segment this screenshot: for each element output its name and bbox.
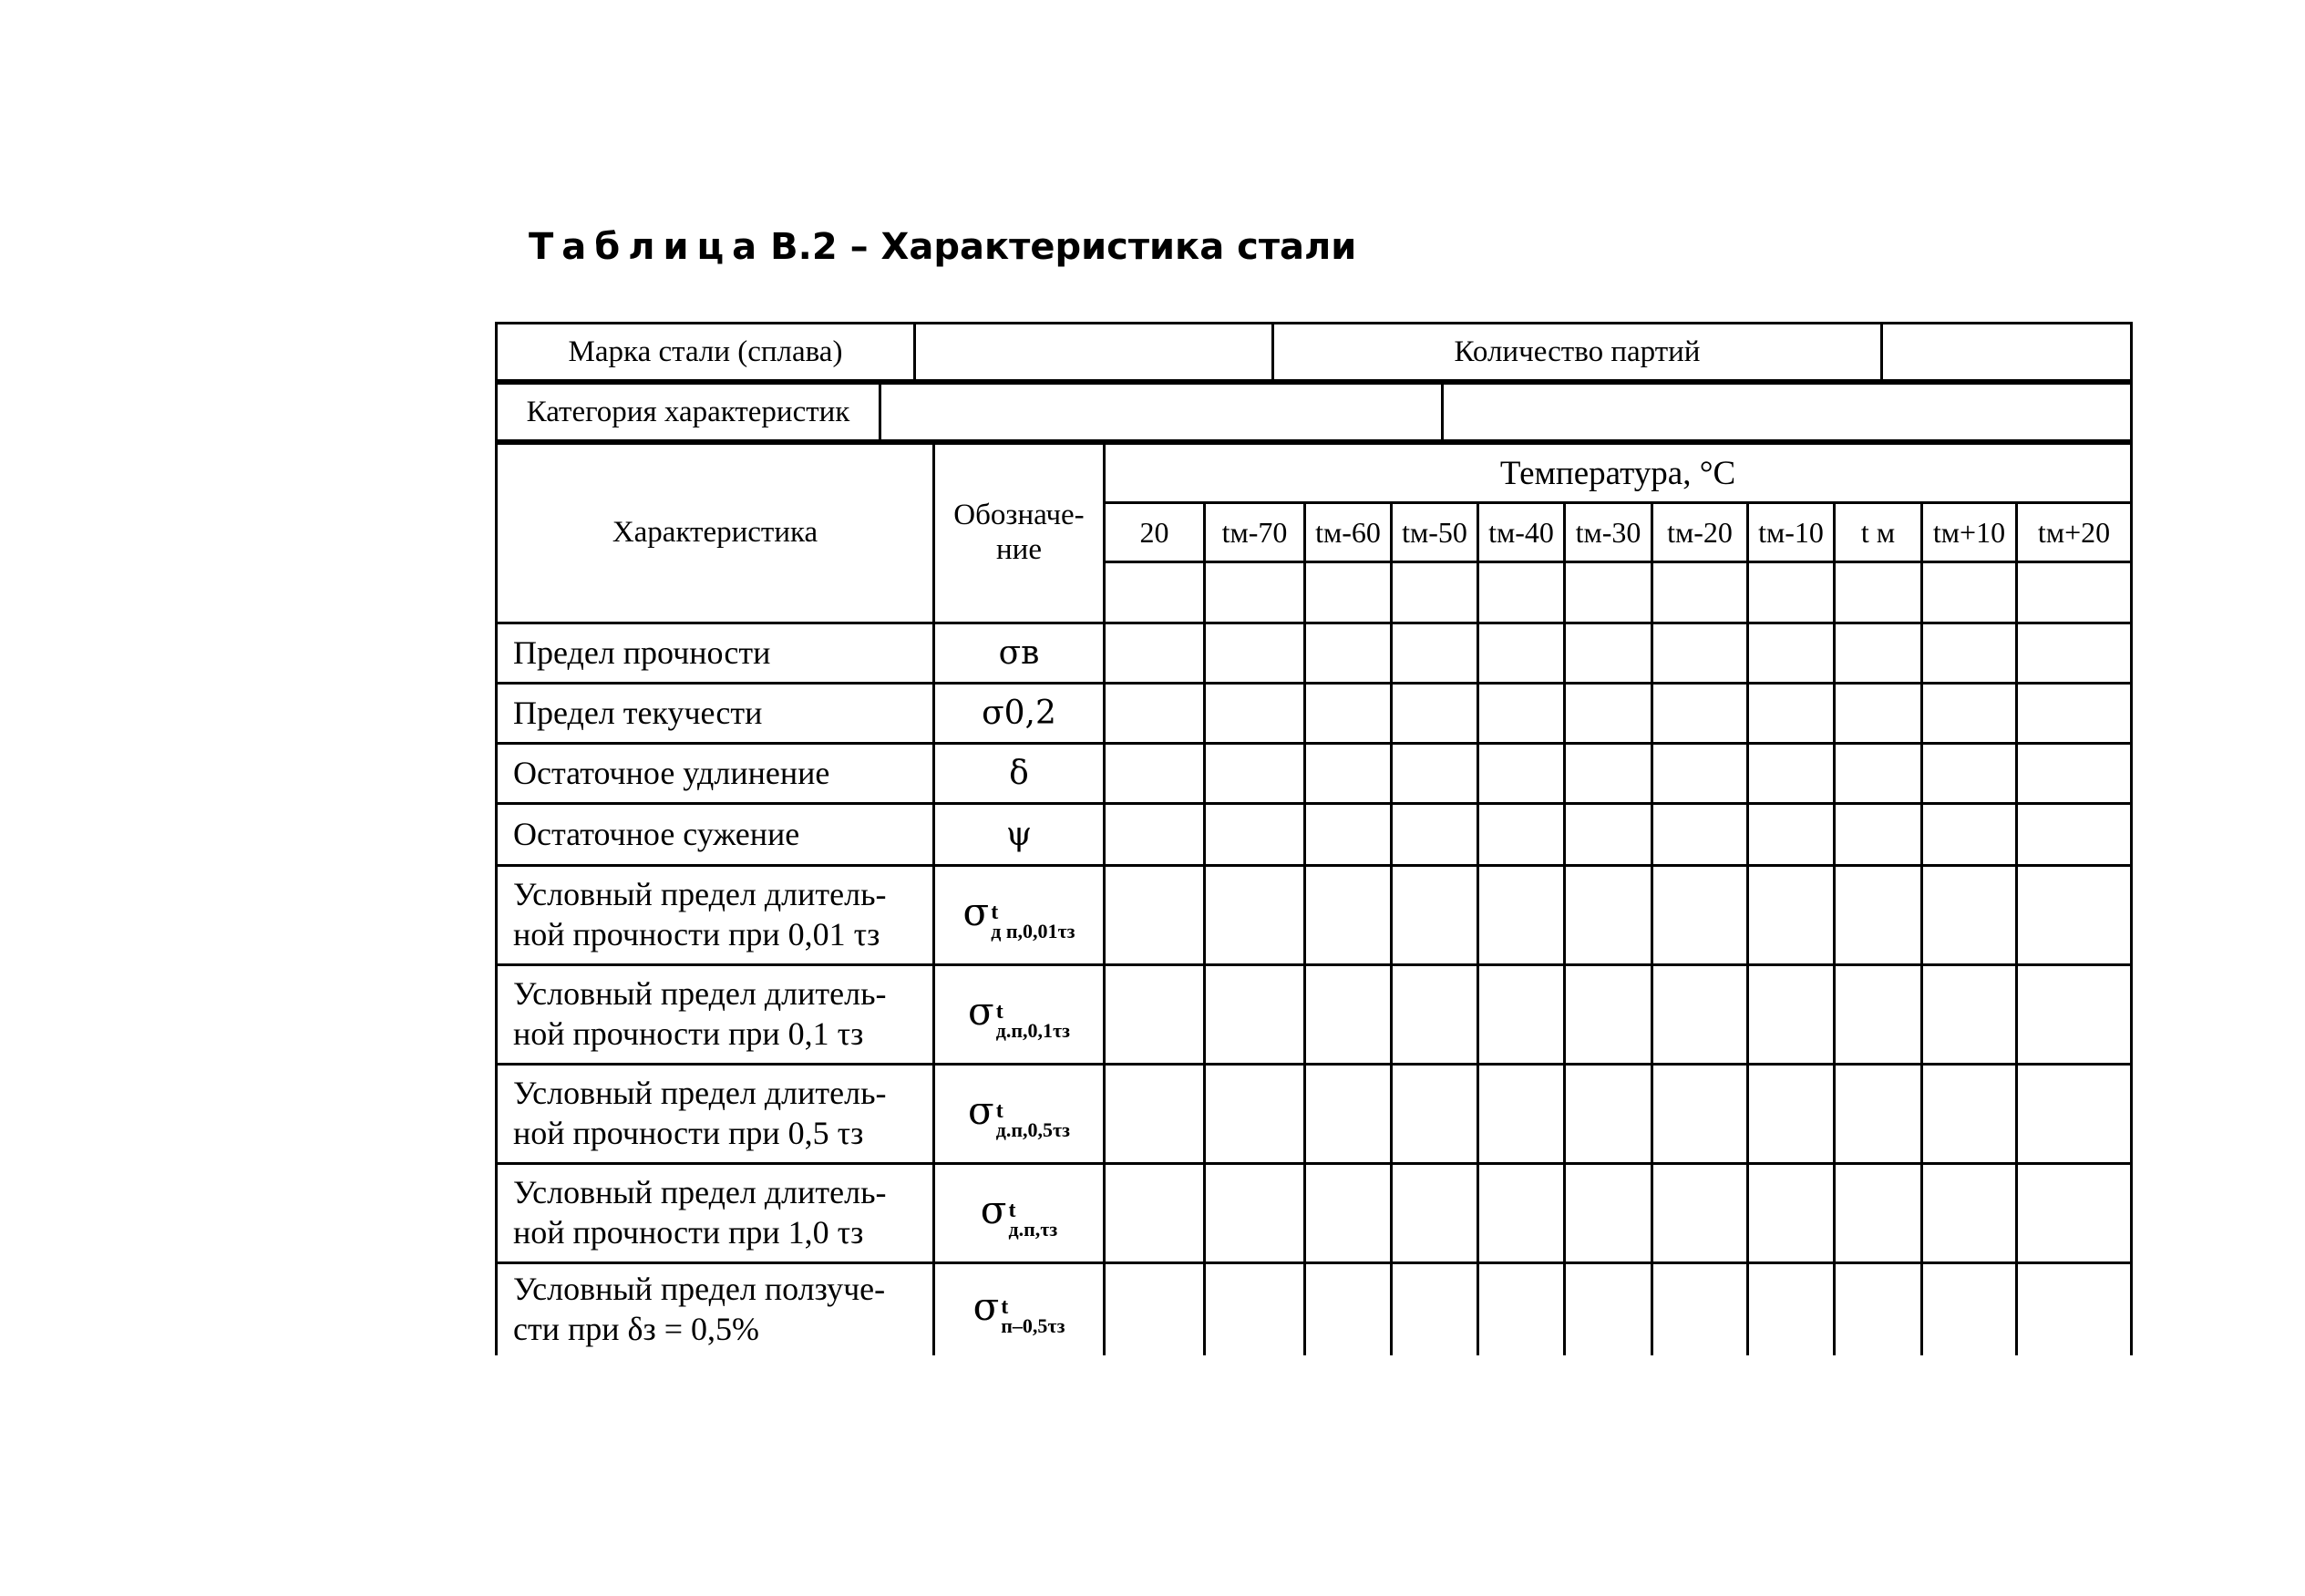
empty-cell xyxy=(1392,744,1478,804)
empty-cell xyxy=(1565,1263,1652,1356)
empty-cell xyxy=(1305,965,1392,1065)
row-symbol: σ0,2 xyxy=(934,684,1105,744)
row-label-line: Условный предел ползуче- xyxy=(513,1271,886,1308)
sigma-glyph: σ xyxy=(968,988,994,1034)
empty-cell xyxy=(1205,623,1305,684)
empty-cell xyxy=(1652,744,1748,804)
empty-cell xyxy=(1835,1164,1922,1263)
symbol-subscript: д п,0,01τз xyxy=(991,920,1075,943)
empty-cell xyxy=(1565,623,1652,684)
empty-cell xyxy=(2017,1164,2132,1263)
empty-cell xyxy=(1652,684,1748,744)
empty-cell xyxy=(1105,623,1205,684)
temp-column-label: t м xyxy=(1835,503,1922,562)
empty-cell xyxy=(1835,804,1922,866)
row-label: Остаточное удлинение xyxy=(497,744,934,804)
empty-cell xyxy=(1565,684,1652,744)
empty-cell xyxy=(1748,965,1835,1065)
empty-cell xyxy=(1478,1065,1565,1164)
empty-cell xyxy=(1922,623,2017,684)
empty-cell xyxy=(1565,1065,1652,1164)
empty-cell xyxy=(1478,866,1565,965)
symbol-superscript: t xyxy=(1008,1198,1016,1222)
row-symbol xyxy=(934,866,1105,965)
empty-cell xyxy=(2017,866,2132,965)
empty-cell xyxy=(1748,1065,1835,1164)
empty-cell xyxy=(1392,684,1478,744)
empty-cell xyxy=(1205,804,1305,866)
row-label xyxy=(497,1263,934,1356)
row-label xyxy=(497,1164,934,1263)
row-label: Предел прочности xyxy=(497,623,934,684)
empty-cell xyxy=(1922,804,2017,866)
empty-cell xyxy=(1478,1164,1565,1263)
symbol-subscript: п–0,5τз xyxy=(1001,1314,1065,1338)
empty-cell xyxy=(1565,1164,1652,1263)
empty-cell xyxy=(1478,804,1565,866)
batch-count-value xyxy=(1882,324,2132,381)
empty-cell xyxy=(1105,804,1205,866)
empty-cell xyxy=(2017,1065,2132,1164)
row-label-line: ной прочности при 1,0 τз xyxy=(513,1214,864,1251)
empty-cell xyxy=(1478,965,1565,1065)
temperature-header: Температура, °С xyxy=(1105,444,2132,503)
empty-cell xyxy=(2017,744,2132,804)
symbol-superscript: t xyxy=(1001,1294,1009,1319)
empty-cell xyxy=(1922,1164,2017,1263)
row-label-line: ной прочности при 0,5 τз xyxy=(513,1115,864,1151)
empty-cell xyxy=(2017,562,2132,623)
table-row xyxy=(497,866,2132,965)
empty-cell xyxy=(1105,1164,1205,1263)
temp-column-label: tм-40 xyxy=(1478,503,1565,562)
empty-cell xyxy=(1105,965,1205,1065)
row-label-line: Условный предел длитель- xyxy=(513,975,887,1013)
symbol-superscript: t xyxy=(991,900,999,924)
row-symbol: ψ xyxy=(934,804,1105,866)
empty-cell xyxy=(1105,562,1205,623)
characteristics-table xyxy=(495,442,2133,1355)
header-table-category xyxy=(495,382,2133,442)
empty-cell xyxy=(1922,1065,2017,1164)
empty-cell xyxy=(1835,562,1922,623)
row-symbol xyxy=(934,1065,1105,1164)
empty-cell xyxy=(1205,965,1305,1065)
empty-cell xyxy=(1748,684,1835,744)
empty-cell xyxy=(2017,684,2132,744)
empty-cell xyxy=(1922,684,2017,744)
table-row xyxy=(497,1164,2132,1263)
empty-cell xyxy=(1835,1263,1922,1356)
empty-cell xyxy=(1922,965,2017,1065)
empty-cell xyxy=(1205,684,1305,744)
empty-cell xyxy=(1105,1065,1205,1164)
temp-column-label: tм-60 xyxy=(1305,503,1392,562)
empty-cell xyxy=(1922,866,2017,965)
empty-cell xyxy=(1748,623,1835,684)
empty-cell xyxy=(1478,623,1565,684)
empty-cell xyxy=(1652,1065,1748,1164)
row-label-line: Условный предел длитель- xyxy=(513,876,887,913)
empty-cell xyxy=(1478,744,1565,804)
empty-cell xyxy=(1565,866,1652,965)
empty-cell xyxy=(1748,1263,1835,1356)
table-row xyxy=(497,965,2132,1065)
sigma-glyph: σ xyxy=(980,1187,1007,1232)
empty-cell xyxy=(1835,965,1922,1065)
category-label: Категория характеристик xyxy=(497,384,880,441)
symbol-subscript: д.п,0,1τз xyxy=(995,1019,1070,1043)
table-row xyxy=(497,1263,2132,1356)
empty-cell xyxy=(1105,866,1205,965)
empty-cell xyxy=(1305,866,1392,965)
empty-cell xyxy=(1205,744,1305,804)
empty-cell xyxy=(1922,1263,2017,1356)
empty-cell xyxy=(1748,744,1835,804)
empty-cell xyxy=(1652,1164,1748,1263)
temp-column-label: tм-20 xyxy=(1652,503,1748,562)
empty-cell xyxy=(1478,562,1565,623)
temp-column-label: 20 xyxy=(1105,503,1205,562)
symbol-superscript: t xyxy=(995,1098,1003,1123)
empty-cell xyxy=(1392,1065,1478,1164)
empty-cell xyxy=(1565,804,1652,866)
row-symbol: δ xyxy=(934,744,1105,804)
empty-cell xyxy=(1565,562,1652,623)
empty-cell xyxy=(1305,623,1392,684)
empty-cell xyxy=(1205,1065,1305,1164)
category-value xyxy=(880,384,1443,441)
empty-cell xyxy=(1478,684,1565,744)
table-row xyxy=(497,744,2132,804)
characteristic-header: Характеристика xyxy=(497,444,934,623)
row-label-line: Условный предел длитель- xyxy=(513,1174,887,1211)
steel-grade-label: Марка стали (сплава) xyxy=(497,324,915,381)
empty-cell xyxy=(1305,684,1392,744)
symbol-subscript: д.п,τз xyxy=(1008,1218,1058,1241)
row-symbol xyxy=(934,1164,1105,1263)
row-label xyxy=(497,1065,934,1164)
table-row xyxy=(497,623,2132,684)
table-row xyxy=(497,684,2132,744)
empty-cell xyxy=(1305,1065,1392,1164)
empty-cell xyxy=(1835,744,1922,804)
empty-cell xyxy=(1305,804,1392,866)
empty-cell xyxy=(1748,562,1835,623)
temp-column-label: tм-50 xyxy=(1392,503,1478,562)
row-label xyxy=(497,866,934,965)
sigma-glyph: σ xyxy=(962,889,990,934)
row-label-line: сти при δз = 0,5% xyxy=(513,1311,759,1347)
empty-cell xyxy=(1105,744,1205,804)
temp-column-label: tм-30 xyxy=(1565,503,1652,562)
empty-cell xyxy=(1392,1164,1478,1263)
row-label xyxy=(497,965,934,1065)
empty-cell xyxy=(1922,744,2017,804)
steel-grade-value xyxy=(915,324,1273,381)
empty-cell xyxy=(1652,866,1748,965)
empty-cell xyxy=(1392,562,1478,623)
category-extra xyxy=(1443,384,2132,441)
empty-cell xyxy=(1305,1164,1392,1263)
empty-cell xyxy=(2017,965,2132,1065)
row-label-line: ной прочности при 0,1 τз xyxy=(513,1015,864,1052)
designation-header: Обозначе-ние xyxy=(934,444,1105,623)
empty-cell xyxy=(1205,1164,1305,1263)
row-label-line: ной прочности при 0,01 τз xyxy=(513,916,880,952)
empty-cell xyxy=(2017,804,2132,866)
row-symbol xyxy=(934,965,1105,1065)
row-symbol: σв xyxy=(934,623,1105,684)
symbol-subscript: д.п,0,5τз xyxy=(995,1118,1070,1142)
empty-cell xyxy=(1392,866,1478,965)
empty-cell xyxy=(1565,744,1652,804)
empty-cell xyxy=(1105,684,1205,744)
empty-cell xyxy=(1652,1263,1748,1356)
temp-column-label: tм-70 xyxy=(1205,503,1305,562)
table-title-rest: В.2 – Характеристика стали xyxy=(770,226,1357,268)
row-label: Предел текучести xyxy=(497,684,934,744)
empty-cell xyxy=(1205,866,1305,965)
empty-cell xyxy=(1305,562,1392,623)
empty-cell xyxy=(1392,965,1478,1065)
empty-cell xyxy=(1205,562,1305,623)
empty-cell xyxy=(1652,562,1748,623)
temp-column-label: tм+20 xyxy=(2017,503,2132,562)
row-symbol xyxy=(934,1263,1105,1356)
table-row xyxy=(497,804,2132,866)
empty-cell xyxy=(1835,866,1922,965)
header-table-grade xyxy=(495,322,2133,382)
row-label-line: Условный предел длитель- xyxy=(513,1075,887,1112)
symbol-superscript: t xyxy=(995,999,1003,1024)
empty-cell xyxy=(1392,804,1478,866)
empty-cell xyxy=(1105,1263,1205,1356)
empty-cell xyxy=(1922,562,2017,623)
temp-column-label: tм+10 xyxy=(1922,503,2017,562)
empty-cell xyxy=(1392,623,1478,684)
sigma-glyph: σ xyxy=(968,1087,994,1133)
empty-cell xyxy=(1652,623,1748,684)
table-title xyxy=(529,226,1356,268)
table-title-prefix: Таблица xyxy=(529,226,766,268)
batch-count-label: Количество партий xyxy=(1273,324,1882,381)
empty-cell xyxy=(1835,1065,1922,1164)
empty-cell xyxy=(1835,684,1922,744)
empty-cell xyxy=(1392,1263,1478,1356)
empty-cell xyxy=(1748,866,1835,965)
sigma-glyph: σ xyxy=(972,1283,1000,1329)
row-label: Остаточное сужение xyxy=(497,804,934,866)
empty-cell xyxy=(1205,1263,1305,1356)
empty-cell xyxy=(1748,1164,1835,1263)
empty-cell xyxy=(1652,804,1748,866)
empty-cell xyxy=(1305,1263,1392,1356)
empty-cell xyxy=(1565,965,1652,1065)
empty-cell xyxy=(1478,1263,1565,1356)
empty-cell xyxy=(2017,623,2132,684)
table-row xyxy=(497,1065,2132,1164)
empty-cell xyxy=(1835,623,1922,684)
empty-cell xyxy=(1305,744,1392,804)
empty-cell xyxy=(2017,1263,2132,1356)
empty-cell xyxy=(1652,965,1748,1065)
temp-column-label: tм-10 xyxy=(1748,503,1835,562)
empty-cell xyxy=(1748,804,1835,866)
